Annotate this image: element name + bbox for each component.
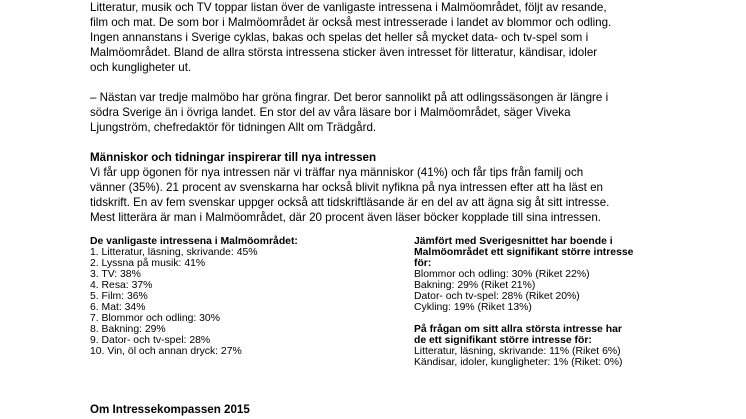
list-item: Blommor och odling: 30% (Riket 22%)	[414, 269, 590, 280]
list-item: Kändisar, idoler, kungligheter: 1% (Riket: 0%)	[414, 357, 623, 368]
list-heading: De vanligaste intressena i Malmöområdet:	[90, 236, 298, 247]
list-item: 2. Lyssna på musik: 41%	[90, 258, 206, 269]
intro-line: och kungligheter ut.	[90, 61, 192, 74]
comparison-heading: Jämfört med Sverigesnittet har boende i	[414, 236, 613, 247]
section-line: tidskrift. En av fem svenskar uppger också att tidskriftläsande är en del av att ägna sig åt sitt intresse.	[90, 196, 610, 209]
list-item: 10. Vin, öl och annan dryck: 27%	[90, 346, 242, 357]
list-item: Bakning: 29% (Riket 21%)	[414, 280, 536, 291]
list-item: 3. TV: 38%	[90, 269, 141, 280]
intro-line: Malmöområdet. Bland de allra största intressena sticker även intresset för litteratur, kändisar, idoler	[90, 46, 598, 59]
intro-line: Litteratur, musik och TV toppar listan över de vanligaste intressena i Malmöområdet, följt av resande,	[90, 1, 607, 14]
intro-line: Ingen annanstans i Sverige cyklas, bakas och spelas det heller så mycket data- och tv-spel som i	[90, 31, 589, 44]
list-item: 5. Film: 36%	[90, 291, 148, 302]
section-line: vänner (35%). 21 procent av svenskarna har också blivit nyfikna på nya intressen efter att ha läst en	[90, 181, 603, 194]
list-item: Cykling: 19% (Riket 13%)	[414, 302, 532, 313]
list-item: 7. Blommor och odling: 30%	[90, 313, 220, 324]
list-item: 9. Dator- och tv-spel: 28%	[90, 335, 211, 346]
list-item: Dator- och tv-spel: 28% (Riket 20%)	[414, 291, 580, 302]
list-item: 6. Mat: 34%	[90, 302, 146, 313]
quote-line: – Nästan var tredje malmöbo har gröna fingrar. Det beror sannolikt på att odlingssäsongen är längre i	[90, 91, 609, 104]
section-line: Mest litterära är man i Malmöområdet, där 20 procent även läser böcker kopplade till sina intressen.	[90, 211, 602, 224]
list-item: 4. Resa: 37%	[90, 280, 153, 291]
comparison-heading: för:	[414, 258, 432, 269]
section-heading: Människor och tidningar inspirerar till nya intressen	[90, 151, 377, 164]
intro-paragraph	[90, 0, 670, 75]
section-inspiration	[90, 150, 670, 225]
list-item: 8. Bakning: 29%	[90, 324, 166, 335]
comparison-heading: Malmöområdet ett signifikant större intresse	[414, 247, 634, 258]
biggest-interest-heading: På frågan om sitt allra största intresse har	[414, 324, 622, 335]
list-item: Litteratur, läsning, skrivande: 11% (Riket 6%)	[414, 346, 621, 357]
top-interests-list	[90, 236, 390, 357]
section-line: Vi får upp ögonen för nya intressen när vi träffar nya människor (41%) och får tips från familj och	[90, 166, 584, 179]
list-item: 1. Litteratur, läsning, skrivande: 45%	[90, 247, 258, 258]
footer-section	[90, 402, 670, 417]
biggest-interest-heading: de ett signifikant större intresse för:	[414, 335, 592, 346]
footer-heading: Om Intressekompassen 2015	[90, 403, 250, 416]
intro-line: film och mat. De som bor i Malmöområdet är också mest intresserade i landet av blommor och odling.	[90, 16, 612, 29]
quote-line: södra Sverige än i övriga landet. En stor del av våra läsare bor i Malmöområdet, säger Viveka	[90, 106, 571, 119]
comparison-list	[414, 236, 664, 368]
quote-paragraph	[90, 90, 670, 135]
quote-line: Ljungström, chefredaktör för tidningen Allt om Trädgård.	[90, 121, 377, 134]
